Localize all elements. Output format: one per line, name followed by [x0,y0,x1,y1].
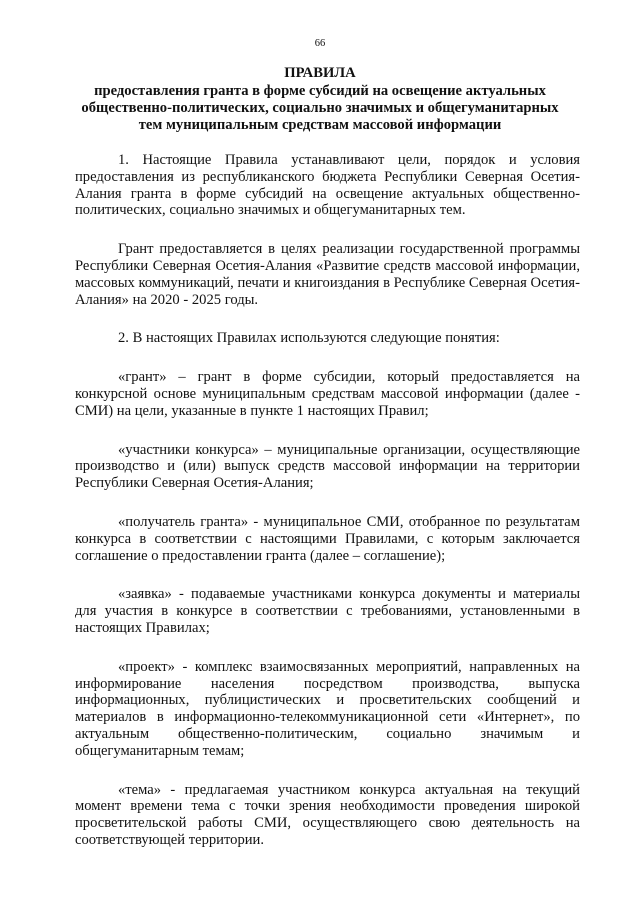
definition-project: «проект» - комплекс взаимосвязанных мероприятий, направленных на информирование населения посредством производства, выпуска информационных, публицистических и просветительских сообщений и материалов в информационно-телекоммуникационной сети «Интернет», по актуальным общественно-политическим, социально значимым и общегуманитарным темам; [75,658,580,759]
definition-application: «заявка» - подаваемые участниками конкурса документы и материалы для участия в конкурсе в соответствии с требованиями, установленными в настоящих Правилах; [75,586,580,636]
document-body [75,152,580,871]
definition-recipient: «получатель гранта» - муниципальное СМИ, отобранное по результатам конкурса в соответствии с настоящими Правилами, с которым заключается соглашение о предоставлении гранта (далее – соглашение); [75,513,580,564]
document-title: ПРАВИЛА [284,65,356,81]
definition-grant: «грант» – грант в форме субсидии, который предоставляется на конкурсной основе муниципальным средствам массовой информации (далее - СМИ) на цели, указанные в пункте 1 настоящих Правил; [75,369,580,419]
definition-participants: «участники конкурса» – муниципальные организации, осуществляющие производство и (или) выпуск средств массовой информации на территории Республики Северная Осетия-Алания; [75,441,580,492]
document-heading [60,65,580,134]
paragraph-purpose: 1. Настоящие Правила устанавливают цели, порядок и условия предоставления из республиканского бюджета Республики Северная Осетия-Алания гранта в форме субсидий на освещение актуальных общественно-политических, социально значимых и общегуманитарных тем. [75,152,580,219]
paragraph-definitions-intro: 2. В настоящих Правилах используются следующие понятия: [118,330,500,347]
page-number: 66 [314,38,326,49]
paragraph-grant-goal: Грант предоставляется в целях реализации государственной программы Республики Северная Осетия-Алания «Развитие средств массовой информации, массовых коммуникаций, печати и книгоиздания в Республике Северная Осетия-Алания» на 2020 - 2025 годы. [75,241,580,308]
document-subtitle: предоставления гранта в форме субсидий на освещение актуальных общественно-политических, социально значимых и общегуманитарных тем муниципальным средствам массовой информации [81,83,559,133]
definition-topic: «тема» - предлагаемая участником конкурса актуальная на текущий момент времени тема с точки зрения необходимости проведения широкой просветительской работы СМИ, осуществляющего свою деятельность на соответствующей территории. [75,781,580,848]
